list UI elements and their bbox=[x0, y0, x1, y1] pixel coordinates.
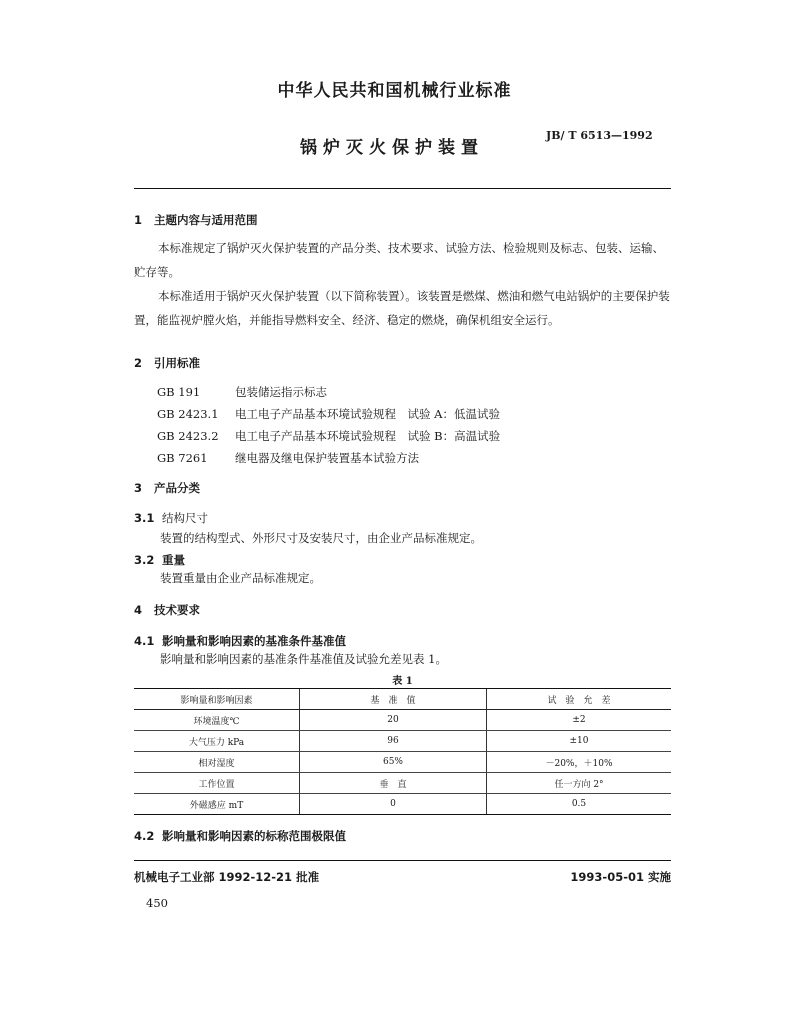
section-title: 影响量和影响因素的基准条件基准值 bbox=[162, 634, 346, 648]
table-cell: ±2 bbox=[487, 710, 672, 731]
section-4-2-heading bbox=[134, 828, 346, 844]
section-title: 技术要求 bbox=[154, 603, 200, 617]
section-number: 4 bbox=[134, 603, 143, 617]
footer-rule bbox=[134, 860, 671, 861]
section-4-1-text: 影响量和影响因素的基准条件基准值及试验允差见表 1。 bbox=[160, 652, 447, 666]
section-number: 3.2 bbox=[134, 553, 155, 567]
section-3-1-heading bbox=[134, 510, 208, 526]
table-cell: ±10 bbox=[487, 731, 672, 752]
effective-date: 1993-05-01 实施 bbox=[570, 870, 671, 884]
section-1-para-1: 本标准规定了锅炉灭火保护装置的产品分类、技术要求、试验方法、检验规则及标志、包装、运输、贮存等。 bbox=[134, 241, 664, 279]
page-number: 450 bbox=[146, 896, 168, 910]
table-row bbox=[134, 731, 671, 752]
table-cell: 96 bbox=[300, 731, 487, 752]
section-1-heading bbox=[134, 212, 258, 228]
section-title: 产品分类 bbox=[154, 481, 200, 495]
reference-item bbox=[157, 428, 500, 444]
reference-code: GB 2423.1 bbox=[157, 407, 219, 421]
table-cell: 任一方向 2° bbox=[487, 773, 672, 794]
table-cell: －20%，＋10% bbox=[487, 752, 672, 773]
section-number: 1 bbox=[134, 213, 143, 227]
reference-code: GB 2423.2 bbox=[157, 429, 219, 443]
section-1-para-2: 本标准适用于锅炉灭火保护装置（以下简称装置）。该装置是燃煤、燃油和燃气电站锅炉的主要保护装置，能监视炉膛火焰，并能指导燃料安全、经济、稳定的燃烧，确保机组安全运行。 bbox=[134, 289, 670, 327]
table-row bbox=[134, 794, 671, 815]
reference-item bbox=[157, 450, 419, 466]
table-cell: 大气压力 kPa bbox=[134, 731, 300, 752]
reference-item bbox=[157, 406, 500, 422]
table-header-cell: 基 准 值 bbox=[300, 689, 487, 710]
reference-conditions-table bbox=[134, 688, 671, 815]
section-2-heading bbox=[134, 355, 200, 371]
reference-code: GB 7261 bbox=[157, 451, 208, 465]
reference-title: 电工电子产品基本环境试验规程 试验 A：低温试验 bbox=[235, 407, 500, 421]
table-cell: 20 bbox=[300, 710, 487, 731]
reference-item bbox=[157, 384, 327, 400]
section-3-1-text: 装置的结构型式、外形尺寸及安装尺寸，由企业产品标准规定。 bbox=[160, 531, 482, 545]
header-rule bbox=[134, 188, 671, 189]
standard-code: JB/ T 6513—1992 bbox=[546, 129, 653, 142]
section-3-heading bbox=[134, 480, 200, 496]
table-header-cell: 试 验 允 差 bbox=[487, 689, 672, 710]
section-number: 4.1 bbox=[134, 634, 155, 648]
section-number: 4.2 bbox=[134, 829, 155, 843]
section-title: 重量 bbox=[162, 553, 185, 567]
section-title: 结构尺寸 bbox=[162, 511, 208, 525]
table-row bbox=[134, 752, 671, 773]
table-row bbox=[134, 710, 671, 731]
table-cell: 相对湿度 bbox=[134, 752, 300, 773]
reference-title: 包装储运指示标志 bbox=[235, 385, 327, 399]
document-title: 锅炉灭火保护装置 bbox=[300, 138, 484, 158]
reference-code: GB 191 bbox=[157, 385, 201, 399]
table-row bbox=[134, 773, 671, 794]
table-cell: 0 bbox=[300, 794, 487, 815]
reference-title: 电工电子产品基本环境试验规程 试验 B：高温试验 bbox=[235, 429, 501, 443]
table-cell: 垂 直 bbox=[300, 773, 487, 794]
reference-title: 继电器及继电保护装置基本试验方法 bbox=[235, 451, 419, 465]
table-cell: 环境温度℃ bbox=[134, 710, 300, 731]
section-title: 引用标准 bbox=[154, 356, 200, 370]
table-cell: 工作位置 bbox=[134, 773, 300, 794]
section-title: 影响量和影响因素的标称范围极限值 bbox=[162, 829, 346, 843]
section-title: 主题内容与适用范围 bbox=[154, 213, 258, 227]
section-number: 3 bbox=[134, 481, 143, 495]
table-cell: 65% bbox=[300, 752, 487, 773]
standard-body-title: 中华人民共和国机械行业标准 bbox=[277, 81, 512, 101]
approval-line: 机械电子工业部 1992-12-21 批准 bbox=[134, 870, 320, 884]
table-cell: 外磁感应 mT bbox=[134, 794, 300, 815]
table-header-cell: 影响量和影响因素 bbox=[134, 689, 300, 710]
section-number: 3.1 bbox=[134, 511, 155, 525]
section-3-2-text: 装置重量由企业产品标准规定。 bbox=[160, 571, 321, 585]
table-caption: 表 1 bbox=[392, 676, 413, 687]
table-cell: 0.5 bbox=[487, 794, 672, 815]
section-4-heading bbox=[134, 602, 200, 618]
section-number: 2 bbox=[134, 356, 143, 370]
table-header-row bbox=[134, 689, 671, 710]
